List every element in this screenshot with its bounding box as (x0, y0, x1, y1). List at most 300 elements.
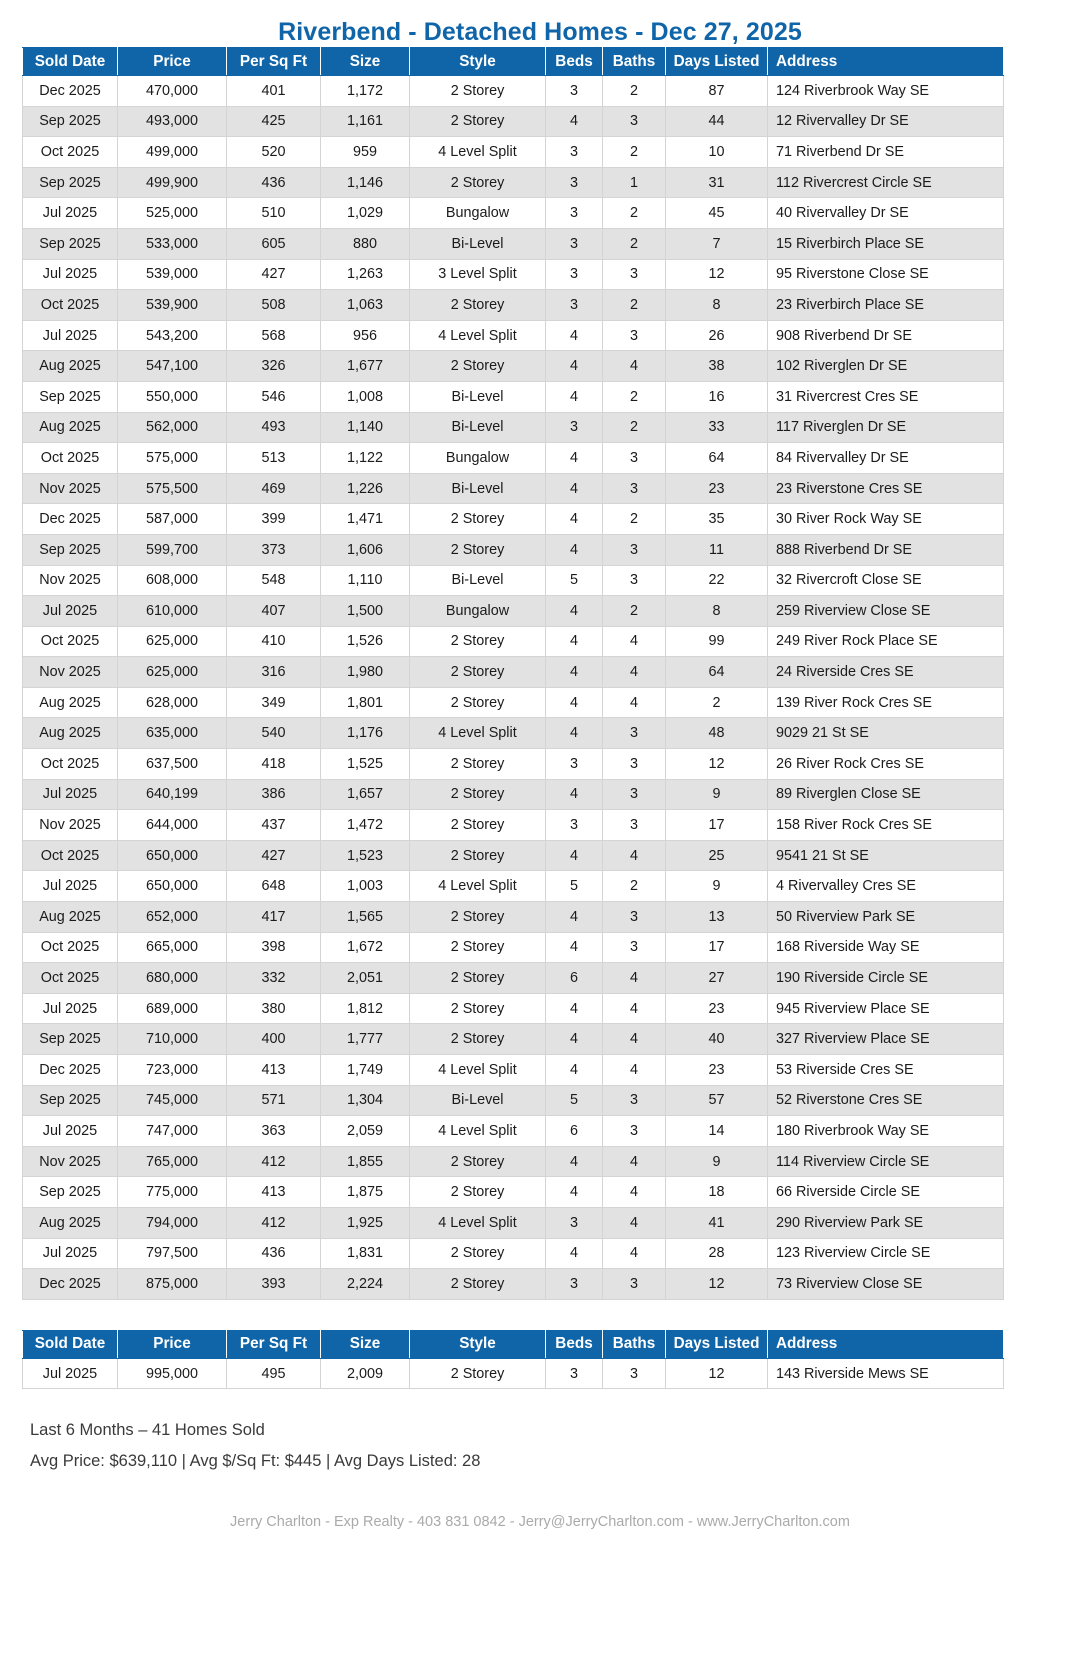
cell-size: 2,224 (321, 1269, 410, 1300)
column-header-style[interactable]: Style (410, 48, 546, 76)
cell-beds: 4 (546, 1055, 603, 1086)
cell-address: 24 Riverside Cres SE (768, 657, 1004, 688)
cell-price: 995,000 (118, 1358, 227, 1389)
cell-sold-date: Sep 2025 (23, 1024, 118, 1055)
cell-size: 1,749 (321, 1055, 410, 1086)
cell-baths: 2 (603, 290, 666, 321)
column-header-baths[interactable]: Baths (603, 48, 666, 76)
cell-address: 158 River Rock Cres SE (768, 810, 1004, 841)
cell-per-sq-ft: 425 (227, 106, 321, 137)
cell-size: 880 (321, 228, 410, 259)
cell-size: 1,980 (321, 657, 410, 688)
cell-address: 9029 21 St SE (768, 718, 1004, 749)
cell-sold-date: Aug 2025 (23, 718, 118, 749)
cell-sold-date: Oct 2025 (23, 840, 118, 871)
column-header-price[interactable]: Price (118, 1330, 227, 1358)
cell-price: 625,000 (118, 657, 227, 688)
cell-days-listed: 17 (666, 932, 768, 963)
cell-baths: 3 (603, 1358, 666, 1389)
table-row (23, 1116, 1004, 1147)
cell-baths: 3 (603, 1269, 666, 1300)
cell-days-listed: 12 (666, 259, 768, 290)
cell-days-listed: 9 (666, 1146, 768, 1177)
cell-days-listed: 33 (666, 412, 768, 443)
agent-attribution: Jerry Charlton - Exp Realty - 403 831 0842 - Jerry@JerryCharlton.com - www.JerryCharlton.com (230, 1514, 850, 1531)
cell-style: 2 Storey (410, 1269, 546, 1300)
cell-address: 168 Riverside Way SE (768, 932, 1004, 963)
cell-sold-date: Dec 2025 (23, 76, 118, 107)
cell-address: 66 Riverside Circle SE (768, 1177, 1004, 1208)
cell-address: 89 Riverglen Close SE (768, 779, 1004, 810)
cell-size: 2,051 (321, 963, 410, 994)
cell-per-sq-ft: 571 (227, 1085, 321, 1116)
cell-baths: 4 (603, 1177, 666, 1208)
cell-address: 40 Rivervalley Dr SE (768, 198, 1004, 229)
cell-size: 1,525 (321, 749, 410, 780)
cell-per-sq-ft: 493 (227, 412, 321, 443)
column-header-days-listed[interactable]: Days Listed (666, 1330, 768, 1358)
cell-price: 747,000 (118, 1116, 227, 1147)
cell-sold-date: Aug 2025 (23, 687, 118, 718)
cell-address: 190 Riverside Circle SE (768, 963, 1004, 994)
cell-size: 1,606 (321, 534, 410, 565)
cell-size: 1,146 (321, 167, 410, 198)
cell-size: 1,523 (321, 840, 410, 871)
cell-address: 12 Rivervalley Dr SE (768, 106, 1004, 137)
cell-beds: 3 (546, 259, 603, 290)
cell-baths: 4 (603, 687, 666, 718)
column-header-price[interactable]: Price (118, 48, 227, 76)
cell-days-listed: 87 (666, 76, 768, 107)
cell-days-listed: 26 (666, 320, 768, 351)
column-header-style[interactable]: Style (410, 1330, 546, 1358)
cell-beds: 4 (546, 932, 603, 963)
header-row (23, 48, 1004, 76)
cell-per-sq-ft: 398 (227, 932, 321, 963)
cell-days-listed: 23 (666, 993, 768, 1024)
cell-sold-date: Aug 2025 (23, 1207, 118, 1238)
cell-size: 1,812 (321, 993, 410, 1024)
cell-baths: 2 (603, 412, 666, 443)
cell-style: 2 Storey (410, 1238, 546, 1269)
cell-address: 23 Riverstone Cres SE (768, 473, 1004, 504)
cell-price: 723,000 (118, 1055, 227, 1086)
cell-size: 956 (321, 320, 410, 351)
table-row (23, 1207, 1004, 1238)
cell-address: 23 Riverbirch Place SE (768, 290, 1004, 321)
cell-style: 2 Storey (410, 1024, 546, 1055)
table-row (23, 412, 1004, 443)
column-header-size[interactable]: Size (321, 1330, 410, 1358)
cell-style: 2 Storey (410, 657, 546, 688)
table-row (23, 1269, 1004, 1300)
cell-beds: 3 (546, 810, 603, 841)
cell-beds: 3 (546, 228, 603, 259)
cell-beds: 4 (546, 718, 603, 749)
cell-days-listed: 23 (666, 1055, 768, 1086)
cell-style: 4 Level Split (410, 1116, 546, 1147)
table-row (23, 1177, 1004, 1208)
table-row (23, 596, 1004, 627)
cell-price: 635,000 (118, 718, 227, 749)
cell-price: 608,000 (118, 565, 227, 596)
table-row (23, 259, 1004, 290)
cell-beds: 5 (546, 565, 603, 596)
cell-style: Bi-Level (410, 381, 546, 412)
cell-days-listed: 11 (666, 534, 768, 565)
cell-sold-date: Jul 2025 (23, 198, 118, 229)
cell-beds: 4 (546, 1177, 603, 1208)
cell-size: 2,009 (321, 1358, 410, 1389)
cell-per-sq-ft: 469 (227, 473, 321, 504)
cell-per-sq-ft: 436 (227, 167, 321, 198)
cell-style: Bungalow (410, 443, 546, 474)
overflow-sales-table (22, 1330, 1004, 1390)
cell-size: 1,161 (321, 106, 410, 137)
cell-baths: 4 (603, 1238, 666, 1269)
table-row (23, 749, 1004, 780)
main-table-body (23, 76, 1004, 1300)
cell-days-listed: 35 (666, 504, 768, 535)
cell-sold-date: Jul 2025 (23, 320, 118, 351)
cell-baths: 4 (603, 993, 666, 1024)
column-header-address[interactable]: Address (768, 1330, 1004, 1358)
cell-price: 610,000 (118, 596, 227, 627)
table-row (23, 351, 1004, 382)
cell-size: 1,172 (321, 76, 410, 107)
cell-price: 644,000 (118, 810, 227, 841)
table-row (23, 1146, 1004, 1177)
cell-price: 794,000 (118, 1207, 227, 1238)
cell-sold-date: Sep 2025 (23, 1177, 118, 1208)
cell-baths: 3 (603, 779, 666, 810)
cell-beds: 5 (546, 1085, 603, 1116)
cell-per-sq-ft: 437 (227, 810, 321, 841)
table-row (23, 1024, 1004, 1055)
cell-per-sq-ft: 436 (227, 1238, 321, 1269)
cell-address: 95 Riverstone Close SE (768, 259, 1004, 290)
cell-per-sq-ft: 326 (227, 351, 321, 382)
table-row (23, 228, 1004, 259)
cell-address: 249 River Rock Place SE (768, 626, 1004, 657)
table-row (23, 504, 1004, 535)
cell-beds: 4 (546, 443, 603, 474)
cell-price: 652,000 (118, 902, 227, 933)
cell-beds: 3 (546, 198, 603, 229)
cell-address: 327 Riverview Place SE (768, 1024, 1004, 1055)
cell-days-listed: 27 (666, 963, 768, 994)
cell-style: 4 Level Split (410, 137, 546, 168)
cell-per-sq-ft: 540 (227, 718, 321, 749)
cell-per-sq-ft: 648 (227, 871, 321, 902)
cell-days-listed: 12 (666, 1358, 768, 1389)
cell-beds: 5 (546, 871, 603, 902)
cell-beds: 4 (546, 106, 603, 137)
cell-style: Bi-Level (410, 228, 546, 259)
cell-price: 765,000 (118, 1146, 227, 1177)
cell-sold-date: Oct 2025 (23, 749, 118, 780)
cell-address: 71 Riverbend Dr SE (768, 137, 1004, 168)
table-row (23, 290, 1004, 321)
cell-per-sq-ft: 417 (227, 902, 321, 933)
cell-beds: 3 (546, 412, 603, 443)
cell-beds: 4 (546, 596, 603, 627)
cell-beds: 3 (546, 137, 603, 168)
cell-per-sq-ft: 495 (227, 1358, 321, 1389)
cell-per-sq-ft: 316 (227, 657, 321, 688)
cell-baths: 2 (603, 76, 666, 107)
overflow-table-header (23, 1330, 1004, 1358)
cell-address: 114 Riverview Circle SE (768, 1146, 1004, 1177)
cell-size: 1,003 (321, 871, 410, 902)
cell-beds: 4 (546, 687, 603, 718)
cell-style: 4 Level Split (410, 871, 546, 902)
cell-per-sq-ft: 548 (227, 565, 321, 596)
cell-days-listed: 22 (666, 565, 768, 596)
cell-style: 2 Storey (410, 626, 546, 657)
cell-per-sq-ft: 605 (227, 228, 321, 259)
cell-price: 533,000 (118, 228, 227, 259)
cell-per-sq-ft: 413 (227, 1055, 321, 1086)
cell-baths: 3 (603, 443, 666, 474)
cell-per-sq-ft: 427 (227, 259, 321, 290)
cell-size: 1,657 (321, 779, 410, 810)
cell-baths: 3 (603, 565, 666, 596)
column-header-days-listed[interactable]: Days Listed (666, 48, 768, 76)
cell-per-sq-ft: 513 (227, 443, 321, 474)
cell-size: 1,063 (321, 290, 410, 321)
cell-style: 3 Level Split (410, 259, 546, 290)
cell-price: 797,500 (118, 1238, 227, 1269)
cell-price: 470,000 (118, 76, 227, 107)
cell-address: 15 Riverbirch Place SE (768, 228, 1004, 259)
cell-sold-date: Oct 2025 (23, 443, 118, 474)
cell-address: 9541 21 St SE (768, 840, 1004, 871)
cell-price: 493,000 (118, 106, 227, 137)
cell-size: 1,029 (321, 198, 410, 229)
cell-sold-date: Aug 2025 (23, 412, 118, 443)
cell-size: 1,140 (321, 412, 410, 443)
cell-days-listed: 9 (666, 779, 768, 810)
cell-sold-date: Nov 2025 (23, 473, 118, 504)
cell-price: 625,000 (118, 626, 227, 657)
cell-sold-date: Sep 2025 (23, 167, 118, 198)
page-title: Riverbend - Detached Homes - Dec 27, 2025 (278, 18, 802, 46)
cell-size: 1,110 (321, 565, 410, 596)
cell-price: 650,000 (118, 840, 227, 871)
cell-beds: 6 (546, 963, 603, 994)
cell-style: 2 Storey (410, 1358, 546, 1389)
cell-address: 84 Rivervalley Dr SE (768, 443, 1004, 474)
table-row (23, 840, 1004, 871)
cell-days-listed: 57 (666, 1085, 768, 1116)
cell-beds: 4 (546, 381, 603, 412)
column-header-baths[interactable]: Baths (603, 1330, 666, 1358)
cell-beds: 4 (546, 1024, 603, 1055)
table-row (23, 381, 1004, 412)
cell-size: 1,855 (321, 1146, 410, 1177)
cell-address: 26 River Rock Cres SE (768, 749, 1004, 780)
summary-averages: Avg Price: $639,110 | Avg $/Sq Ft: $445 | Avg Days Listed: 28 (30, 1451, 481, 1470)
column-header-per-sq-ft[interactable]: Per Sq Ft (227, 48, 321, 76)
cell-style: 2 Storey (410, 932, 546, 963)
column-header-per-sq-ft[interactable]: Per Sq Ft (227, 1330, 321, 1358)
table-row (23, 963, 1004, 994)
cell-baths: 3 (603, 1116, 666, 1147)
cell-price: 710,000 (118, 1024, 227, 1055)
cell-address: 143 Riverside Mews SE (768, 1358, 1004, 1389)
cell-per-sq-ft: 427 (227, 840, 321, 871)
cell-days-listed: 44 (666, 106, 768, 137)
cell-price: 547,100 (118, 351, 227, 382)
table-row (23, 626, 1004, 657)
cell-address: 73 Riverview Close SE (768, 1269, 1004, 1300)
cell-baths: 4 (603, 840, 666, 871)
cell-baths: 3 (603, 902, 666, 933)
cell-price: 875,000 (118, 1269, 227, 1300)
cell-days-listed: 64 (666, 657, 768, 688)
cell-style: Bi-Level (410, 412, 546, 443)
cell-address: 124 Riverbrook Way SE (768, 76, 1004, 107)
cell-style: 4 Level Split (410, 1207, 546, 1238)
cell-per-sq-ft: 363 (227, 1116, 321, 1147)
cell-address: 290 Riverview Park SE (768, 1207, 1004, 1238)
cell-price: 650,000 (118, 871, 227, 902)
column-header-beds[interactable]: Beds (546, 48, 603, 76)
cell-per-sq-ft: 399 (227, 504, 321, 535)
cell-style: Bi-Level (410, 473, 546, 504)
cell-sold-date: Oct 2025 (23, 290, 118, 321)
column-header-size[interactable]: Size (321, 48, 410, 76)
cell-address: 52 Riverstone Cres SE (768, 1085, 1004, 1116)
cell-days-listed: 2 (666, 687, 768, 718)
cell-beds: 4 (546, 657, 603, 688)
cell-baths: 4 (603, 351, 666, 382)
cell-sold-date: Aug 2025 (23, 351, 118, 382)
cell-sold-date: Oct 2025 (23, 137, 118, 168)
cell-price: 550,000 (118, 381, 227, 412)
cell-address: 259 Riverview Close SE (768, 596, 1004, 627)
cell-size: 1,677 (321, 351, 410, 382)
table-row (23, 76, 1004, 107)
table-row (23, 534, 1004, 565)
cell-baths: 2 (603, 871, 666, 902)
cell-address: 945 Riverview Place SE (768, 993, 1004, 1024)
cell-style: 2 Storey (410, 106, 546, 137)
cell-size: 1,304 (321, 1085, 410, 1116)
cell-sold-date: Oct 2025 (23, 932, 118, 963)
cell-beds: 3 (546, 76, 603, 107)
cell-size: 1,122 (321, 443, 410, 474)
main-sales-table-container (22, 47, 1003, 1300)
cell-per-sq-ft: 508 (227, 290, 321, 321)
cell-style: 2 Storey (410, 779, 546, 810)
cell-baths: 4 (603, 1207, 666, 1238)
cell-beds: 4 (546, 840, 603, 871)
cell-per-sq-ft: 349 (227, 687, 321, 718)
cell-baths: 4 (603, 963, 666, 994)
cell-size: 1,831 (321, 1238, 410, 1269)
cell-style: 2 Storey (410, 993, 546, 1024)
cell-baths: 3 (603, 534, 666, 565)
cell-days-listed: 28 (666, 1238, 768, 1269)
cell-baths: 3 (603, 1085, 666, 1116)
cell-sold-date: Jul 2025 (23, 1358, 118, 1389)
cell-style: 2 Storey (410, 76, 546, 107)
cell-size: 1,008 (321, 381, 410, 412)
summary-block (30, 1389, 1080, 1476)
cell-baths: 2 (603, 137, 666, 168)
cell-baths: 2 (603, 381, 666, 412)
cell-beds: 4 (546, 902, 603, 933)
cell-size: 1,526 (321, 626, 410, 657)
cell-days-listed: 25 (666, 840, 768, 871)
cell-price: 599,700 (118, 534, 227, 565)
cell-style: 4 Level Split (410, 320, 546, 351)
cell-beds: 4 (546, 1146, 603, 1177)
cell-price: 689,000 (118, 993, 227, 1024)
column-header-sold-date[interactable]: Sold Date (23, 48, 118, 76)
table-row (23, 657, 1004, 688)
cell-style: 2 Storey (410, 963, 546, 994)
column-header-beds[interactable]: Beds (546, 1330, 603, 1358)
cell-sold-date: Jul 2025 (23, 1238, 118, 1269)
cell-address: 53 Riverside Cres SE (768, 1055, 1004, 1086)
cell-beds: 3 (546, 167, 603, 198)
cell-address: 32 Rivercroft Close SE (768, 565, 1004, 596)
cell-style: Bungalow (410, 596, 546, 627)
cell-days-listed: 10 (666, 137, 768, 168)
cell-price: 539,000 (118, 259, 227, 290)
cell-baths: 4 (603, 1055, 666, 1086)
cell-baths: 3 (603, 718, 666, 749)
cell-baths: 4 (603, 1024, 666, 1055)
column-header-address[interactable]: Address (768, 48, 1004, 76)
cell-beds: 4 (546, 626, 603, 657)
cell-style: 2 Storey (410, 351, 546, 382)
cell-days-listed: 13 (666, 902, 768, 933)
cell-style: Bi-Level (410, 565, 546, 596)
cell-price: 575,000 (118, 443, 227, 474)
cell-size: 1,925 (321, 1207, 410, 1238)
cell-baths: 2 (603, 198, 666, 229)
cell-beds: 4 (546, 1238, 603, 1269)
cell-days-listed: 7 (666, 228, 768, 259)
cell-style: 2 Storey (410, 902, 546, 933)
cell-days-listed: 48 (666, 718, 768, 749)
column-header-sold-date[interactable]: Sold Date (23, 1330, 118, 1358)
cell-beds: 4 (546, 504, 603, 535)
cell-baths: 4 (603, 657, 666, 688)
cell-days-listed: 99 (666, 626, 768, 657)
cell-sold-date: Jul 2025 (23, 259, 118, 290)
cell-per-sq-ft: 418 (227, 749, 321, 780)
cell-baths: 2 (603, 596, 666, 627)
cell-address: 112 Rivercrest Circle SE (768, 167, 1004, 198)
cell-beds: 3 (546, 1358, 603, 1389)
cell-style: 2 Storey (410, 749, 546, 780)
cell-sold-date: Dec 2025 (23, 1055, 118, 1086)
cell-size: 1,471 (321, 504, 410, 535)
cell-baths: 3 (603, 749, 666, 780)
cell-sold-date: Jul 2025 (23, 779, 118, 810)
cell-size: 1,777 (321, 1024, 410, 1055)
cell-price: 637,500 (118, 749, 227, 780)
cell-beds: 4 (546, 320, 603, 351)
summary-homes-sold: Last 6 Months – 41 Homes Sold (30, 1421, 265, 1440)
cell-baths: 1 (603, 167, 666, 198)
cell-days-listed: 40 (666, 1024, 768, 1055)
